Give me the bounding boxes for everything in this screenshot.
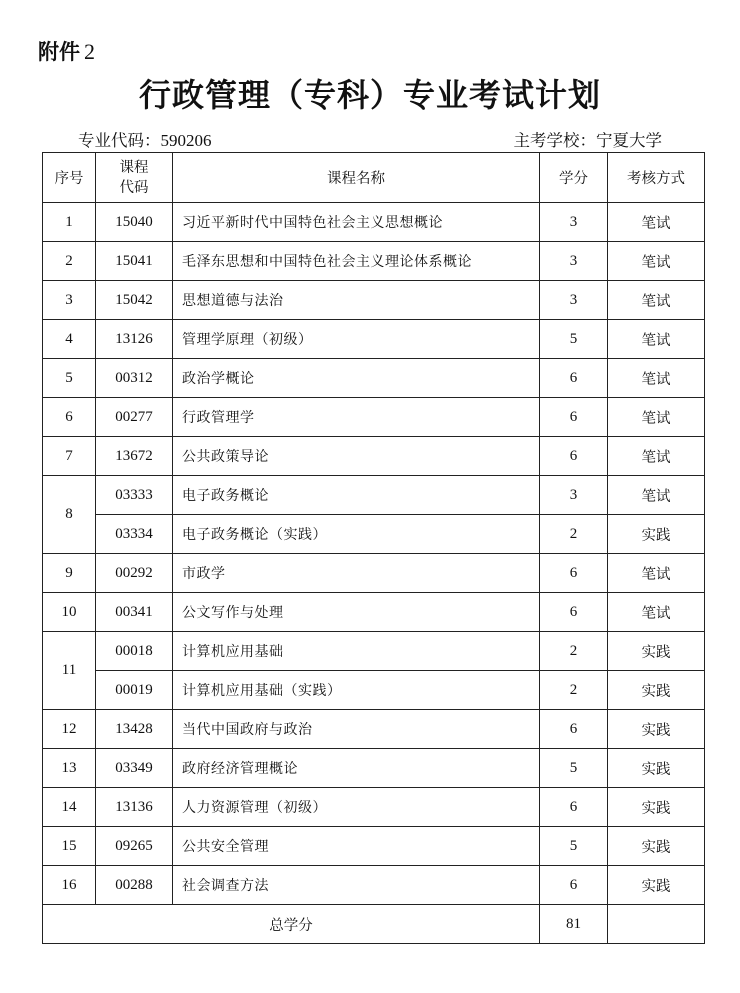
cell-seq: 5 [43, 359, 96, 398]
cell-code: 03349 [96, 749, 173, 788]
major-code [78, 127, 212, 151]
header-method: 考核方式 [608, 153, 705, 203]
major-code-label: 专业代码： [78, 131, 161, 150]
cell-code: 00018 [96, 632, 173, 671]
cell-name: 人力资源管理（初级） [173, 788, 540, 827]
table-row [43, 554, 705, 593]
table-row [43, 866, 705, 905]
cell-credit: 6 [540, 437, 608, 476]
cell-seq: 4 [43, 320, 96, 359]
cell-seq: 2 [43, 242, 96, 281]
cell-credit: 3 [540, 203, 608, 242]
cell-seq: 14 [43, 788, 96, 827]
cell-method: 笔试 [608, 320, 705, 359]
cell-credit: 6 [540, 398, 608, 437]
cell-name: 公文写作与处理 [173, 593, 540, 632]
cell-credit: 6 [540, 593, 608, 632]
cell-credit: 6 [540, 788, 608, 827]
cell-credit: 6 [540, 554, 608, 593]
cell-name: 政府经济管理概论 [173, 749, 540, 788]
table-row [43, 515, 705, 554]
cell-credit: 3 [540, 476, 608, 515]
cell-method: 实践 [608, 632, 705, 671]
cell-code: 09265 [96, 827, 173, 866]
cell-code: 03334 [96, 515, 173, 554]
table-row [43, 827, 705, 866]
cell-seq: 9 [43, 554, 96, 593]
cell-name: 思想道德与法治 [173, 281, 540, 320]
attachment-label [38, 36, 95, 66]
cell-seq: 15 [43, 827, 96, 866]
exam-plan-table [42, 152, 705, 944]
cell-name: 市政学 [173, 554, 540, 593]
cell-code: 13672 [96, 437, 173, 476]
host-school [514, 127, 663, 151]
cell-seq: 16 [43, 866, 96, 905]
header-name: 课程名称 [173, 153, 540, 203]
cell-credit: 3 [540, 281, 608, 320]
table-row [43, 476, 705, 515]
header-code [96, 153, 173, 203]
table-row [43, 203, 705, 242]
cell-name: 当代中国政府与政治 [173, 710, 540, 749]
total-credits-label: 总学分 [43, 905, 540, 944]
cell-code: 00312 [96, 359, 173, 398]
cell-method: 笔试 [608, 359, 705, 398]
cell-code: 13428 [96, 710, 173, 749]
cell-code: 00019 [96, 671, 173, 710]
cell-method: 实践 [608, 515, 705, 554]
host-school-value: 宁夏大学 [596, 131, 662, 150]
table-row [43, 632, 705, 671]
table-row [43, 359, 705, 398]
cell-seq: 13 [43, 749, 96, 788]
cell-method: 笔试 [608, 281, 705, 320]
cell-credit: 5 [540, 749, 608, 788]
header-credit: 学分 [540, 153, 608, 203]
cell-method: 实践 [608, 866, 705, 905]
cell-name: 计算机应用基础 [173, 632, 540, 671]
cell-name: 电子政务概论 [173, 476, 540, 515]
cell-credit: 3 [540, 242, 608, 281]
cell-credit: 6 [540, 866, 608, 905]
cell-seq: 1 [43, 203, 96, 242]
total-credits-value: 81 [540, 905, 608, 944]
table-row [43, 320, 705, 359]
cell-name: 公共安全管理 [173, 827, 540, 866]
cell-seq: 12 [43, 710, 96, 749]
cell-method: 笔试 [608, 398, 705, 437]
cell-credit: 2 [540, 632, 608, 671]
header-seq: 序号 [43, 153, 96, 203]
host-school-label: 主考学校： [513, 131, 596, 150]
cell-method: 笔试 [608, 203, 705, 242]
cell-code: 00292 [96, 554, 173, 593]
cell-method: 实践 [608, 788, 705, 827]
cell-code: 00288 [96, 866, 173, 905]
table-header-row [43, 153, 705, 203]
cell-code: 00277 [96, 398, 173, 437]
cell-code: 03333 [96, 476, 173, 515]
cell-method: 实践 [608, 827, 705, 866]
cell-name: 行政管理学 [173, 398, 540, 437]
table-row [43, 242, 705, 281]
cell-method: 笔试 [608, 476, 705, 515]
cell-seq: 6 [43, 398, 96, 437]
cell-code: 13136 [96, 788, 173, 827]
cell-name: 习近平新时代中国特色社会主义思想概论 [173, 203, 540, 242]
attachment-number: 2 [84, 39, 95, 64]
table-row [43, 398, 705, 437]
table-row [43, 749, 705, 788]
cell-name: 公共政策导论 [173, 437, 540, 476]
cell-name: 管理学原理（初级） [173, 320, 540, 359]
major-code-value: 590206 [160, 131, 212, 150]
page-title: 行政管理（专科）专业考试计划 [138, 76, 601, 114]
cell-method: 笔试 [608, 437, 705, 476]
attachment-text: 附件 [38, 40, 80, 64]
cell-credit: 2 [540, 515, 608, 554]
table-row [43, 437, 705, 476]
cell-code: 15041 [96, 242, 173, 281]
total-credits-empty [608, 905, 705, 944]
cell-name: 电子政务概论（实践） [173, 515, 540, 554]
cell-method: 笔试 [608, 242, 705, 281]
total-row [43, 905, 705, 944]
cell-method: 实践 [608, 671, 705, 710]
cell-credit: 2 [540, 671, 608, 710]
header-code-line2: 代码 [119, 179, 149, 196]
cell-seq: 11 [43, 632, 96, 710]
cell-name: 政治学概论 [173, 359, 540, 398]
cell-credit: 6 [540, 359, 608, 398]
cell-code: 15042 [96, 281, 173, 320]
cell-credit: 5 [540, 320, 608, 359]
table-row [43, 593, 705, 632]
cell-seq: 7 [43, 437, 96, 476]
cell-method: 实践 [608, 749, 705, 788]
cell-seq: 8 [43, 476, 96, 554]
cell-name: 社会调查方法 [173, 866, 540, 905]
cell-code: 13126 [96, 320, 173, 359]
table-row [43, 281, 705, 320]
cell-code: 15040 [96, 203, 173, 242]
cell-credit: 5 [540, 827, 608, 866]
cell-name: 计算机应用基础（实践） [173, 671, 540, 710]
cell-method: 实践 [608, 710, 705, 749]
cell-method: 笔试 [608, 554, 705, 593]
table-row [43, 671, 705, 710]
cell-code: 00341 [96, 593, 173, 632]
table-row [43, 788, 705, 827]
table-row [43, 710, 705, 749]
cell-name: 毛泽东思想和中国特色社会主义理论体系概论 [173, 242, 540, 281]
cell-method: 笔试 [608, 593, 705, 632]
header-code-line1: 课程 [119, 159, 149, 176]
cell-seq: 3 [43, 281, 96, 320]
cell-credit: 6 [540, 710, 608, 749]
cell-seq: 10 [43, 593, 96, 632]
